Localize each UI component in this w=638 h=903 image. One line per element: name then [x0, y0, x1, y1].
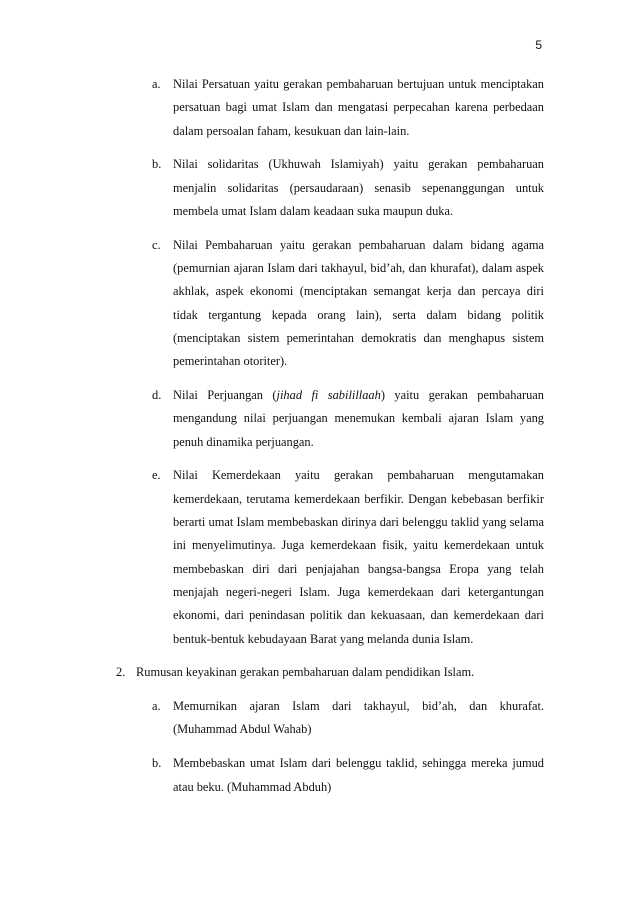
- list-item-text-before: Nilai Perjuangan (: [173, 388, 277, 403]
- section-2-heading: [116, 661, 544, 684]
- list-item-solidaritas: [116, 153, 544, 223]
- list-item-text: Nilai Pembaharuan yaitu gerakan pembaharuan dalam bidang agama (pemurnian ajaran Islam dari takhayul, bid’ah, dan khurafat), dalam aspek akhlak, aspek ekonomi (menciptakan semangat kerja dan percaya diri tidak tergantung kepada orang lain), serta dalam bidang politik (menciptakan sistem pemerintahan demokratis dan menghapus sistem pemerintahan otoriter).: [173, 237, 544, 369]
- list-item-pembaharuan: [116, 234, 544, 374]
- list-item-perjuangan: [116, 384, 544, 454]
- list-item-memurnikan: [116, 695, 544, 742]
- list-marker: b.: [152, 756, 162, 771]
- beliefs-list: [116, 695, 544, 799]
- document-body: [116, 73, 544, 809]
- section-marker: 2.: [116, 665, 126, 680]
- list-marker: a.: [152, 699, 161, 714]
- list-marker: b.: [152, 157, 162, 172]
- list-marker: e.: [152, 468, 161, 483]
- list-item-text: Membebaskan umat Islam dari belenggu taklid, sehingga mereka jumud atau beku. (Muhammad Abduh): [173, 756, 544, 794]
- values-list: [116, 73, 544, 651]
- section-heading-text: Rumusan keyakinan gerakan pembaharuan dalam pendidikan Islam.: [136, 665, 475, 680]
- list-item-text: Nilai solidaritas (Ukhuwah Islamiyah) yaitu gerakan pembaharuan menjalin solidaritas (persaudaraan) senasib sepenanggungan untuk membela umat Islam dalam keadaan suka maupun duka.: [173, 157, 544, 218]
- list-marker: c.: [152, 237, 161, 252]
- page-number: 5: [535, 38, 542, 52]
- list-item-kemerdekaan: [116, 464, 544, 650]
- list-marker: d.: [152, 388, 162, 403]
- list-item-text: Memurnikan ajaran Islam dari takhayul, bid’ah, dan khurafat. (Muhammad Abdul Wahab): [173, 699, 544, 737]
- list-item-persatuan: [116, 73, 544, 143]
- list-item-text-after: ) yaitu gerakan pembaharuan mengandung nilai perjuangan menemukan kembali ajaran Islam yang penuh dinamika perjuangan.: [173, 388, 545, 449]
- list-item-text: Nilai Kemerdekaan yaitu gerakan pembaharuan mengutamakan kemerdekaan, terutama kemerdekaan berfikir. Dengan kebebasan berfikir berarti umat Islam membebaskan dirinya dari belenggu taklid yang selama ini menyelimutinya. Juga kemerdekaan fisik, yaitu kemerdekaan untuk membebaskan diri dari penjajahan bangsa-bangsa Eropa yang telah menjajah negeri-negeri Islam. Juga kemerdekaan dari ketergantungan ekonomi, dari penindasan politik dan kekuasaan, dan kemerdekaan dari bentuk-bentuk kebudayaan Barat yang melanda dunia Islam.: [173, 468, 544, 646]
- list-item-text: Nilai Persatuan yaitu gerakan pembaharuan bertujuan untuk menciptakan persatuan bagi umat Islam dan mengatasi perpecahan karena perbedaan dalam persoalan faham, kesukuan dan lain-lain.: [173, 77, 544, 138]
- list-item-membebaskan: [116, 752, 544, 799]
- list-item-italic-term: jihad fi sabilillaah: [276, 388, 381, 403]
- list-marker: a.: [152, 77, 161, 91]
